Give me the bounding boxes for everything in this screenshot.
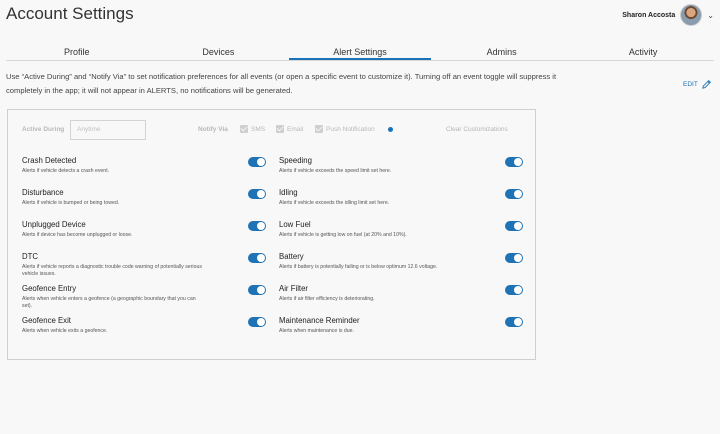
tab-activity[interactable]: Activity (628, 47, 658, 57)
alert-desc: Alerts when vehicle enters a geofence (a geographic boundary that you can set). (22, 296, 196, 309)
intro-text: Use “Active During” and “Notify Via” to set notification preferences for all events (or open a specific event to customize it). Turning off an event toggle will suppress it completely in the app; it will not appear in ALERTS, no notifications will be generated. (6, 72, 557, 95)
app-header (0, 0, 720, 30)
alert-desc: Alerts if vehicle reports a diagnostic trouble code warning of potentially serious vehicle issues. (22, 264, 202, 277)
alert-low-fuel[interactable] (279, 220, 523, 248)
alert-name: Air Filter (279, 284, 309, 293)
pencil-icon[interactable] (701, 79, 712, 90)
alert-desc: Alerts if device has become unplugged or loose. (22, 232, 133, 238)
alerts-panel (7, 109, 536, 360)
alert-geofence-entry[interactable] (22, 284, 266, 312)
alert-geofence-exit[interactable] (22, 316, 266, 344)
alert-desc: Alerts if air filter efficiency is deteriorating. (279, 296, 375, 302)
email-checkbox[interactable] (276, 125, 303, 133)
alert-unplugged-device[interactable] (22, 220, 266, 248)
alert-name: Maintenance Reminder (279, 316, 360, 325)
edit-label[interactable]: EDIT (683, 81, 698, 88)
notify-via-label: Notify Via (198, 126, 228, 133)
alert-idling[interactable] (279, 188, 523, 216)
email-label: Email (287, 125, 304, 133)
alert-name: Low Fuel (279, 220, 311, 229)
alert-maintenance-reminder[interactable] (279, 316, 523, 344)
tab-alert-settings[interactable]: Alert Settings (289, 45, 431, 60)
clear-customizations-button[interactable]: Clear Customizations (446, 126, 508, 133)
push-label: Push Notification (326, 125, 375, 133)
alert-toggle[interactable] (505, 253, 523, 263)
checkbox-icon[interactable] (276, 125, 284, 133)
sms-checkbox[interactable] (240, 125, 265, 133)
alert-toggle[interactable] (248, 157, 266, 167)
alert-disturbance[interactable] (22, 188, 266, 216)
active-during-input[interactable]: Anytime (70, 120, 146, 140)
info-icon[interactable] (388, 127, 393, 132)
avatar[interactable] (680, 4, 702, 26)
alert-toggle[interactable] (248, 221, 266, 231)
alert-toggle[interactable] (248, 285, 266, 295)
alert-name: Battery (279, 252, 304, 261)
sms-label: SMS (251, 125, 266, 133)
alert-dtc[interactable] (22, 252, 266, 280)
alert-toggle[interactable] (248, 253, 266, 263)
alert-name: Crash Detected (22, 156, 77, 165)
checkbox-icon[interactable] (240, 125, 248, 133)
tab-profile[interactable]: Profile (64, 47, 90, 57)
alert-crash-detected[interactable] (22, 156, 266, 184)
alert-name: Idling (279, 188, 298, 197)
tab-admins[interactable]: Admins (486, 47, 517, 57)
user-menu[interactable] (622, 3, 714, 27)
alert-desc: Alerts if vehicle exceeds the idling limit set here. (279, 200, 390, 206)
alert-toggle[interactable] (505, 221, 523, 231)
alert-name: Unplugged Device (22, 220, 86, 229)
filters-bar (22, 120, 522, 140)
user-name[interactable]: Sharon Accosta (622, 11, 676, 19)
alert-desc: Alerts if battery is potentially failing or is below optimum 12.6 voltage. (279, 264, 438, 270)
alert-desc: Alerts if vehicle is getting low on fuel (at 20% and 10%). (279, 232, 407, 238)
alert-battery[interactable] (279, 252, 523, 280)
alert-name: DTC (22, 252, 39, 261)
alert-toggle[interactable] (505, 157, 523, 167)
alert-speeding[interactable] (279, 156, 523, 184)
alert-air-filter[interactable] (279, 284, 523, 312)
alert-toggle[interactable] (505, 317, 523, 327)
alert-toggle[interactable] (505, 285, 523, 295)
alert-toggle[interactable] (505, 189, 523, 199)
settings-tabs (6, 45, 714, 61)
alert-toggle[interactable] (248, 317, 266, 327)
alert-desc: Alerts if vehicle exceeds the speed limit set here. (279, 168, 392, 174)
alert-desc: Alerts when maintenance is due. (279, 328, 354, 334)
tab-devices[interactable]: Devices (202, 47, 235, 57)
checkbox-icon[interactable] (315, 125, 323, 133)
push-notification-checkbox[interactable] (315, 125, 375, 133)
page-title: Account Settings (6, 4, 134, 23)
alert-name: Speeding (279, 156, 312, 165)
edit-button[interactable] (683, 79, 712, 90)
alert-desc: Alerts if vehicle is bumped or being towed. (22, 200, 120, 206)
chevron-down-icon[interactable]: ⌄ (707, 10, 714, 20)
alert-name: Geofence Entry (22, 284, 77, 293)
active-during-label: Active During (22, 126, 65, 133)
alert-desc: Alerts when vehicle exits a geofence. (22, 328, 108, 334)
alert-name: Disturbance (22, 188, 64, 197)
alert-desc: Alerts if vehicle detects a crash event. (22, 168, 110, 174)
alert-name: Geofence Exit (22, 316, 71, 325)
alert-toggle[interactable] (248, 189, 266, 199)
